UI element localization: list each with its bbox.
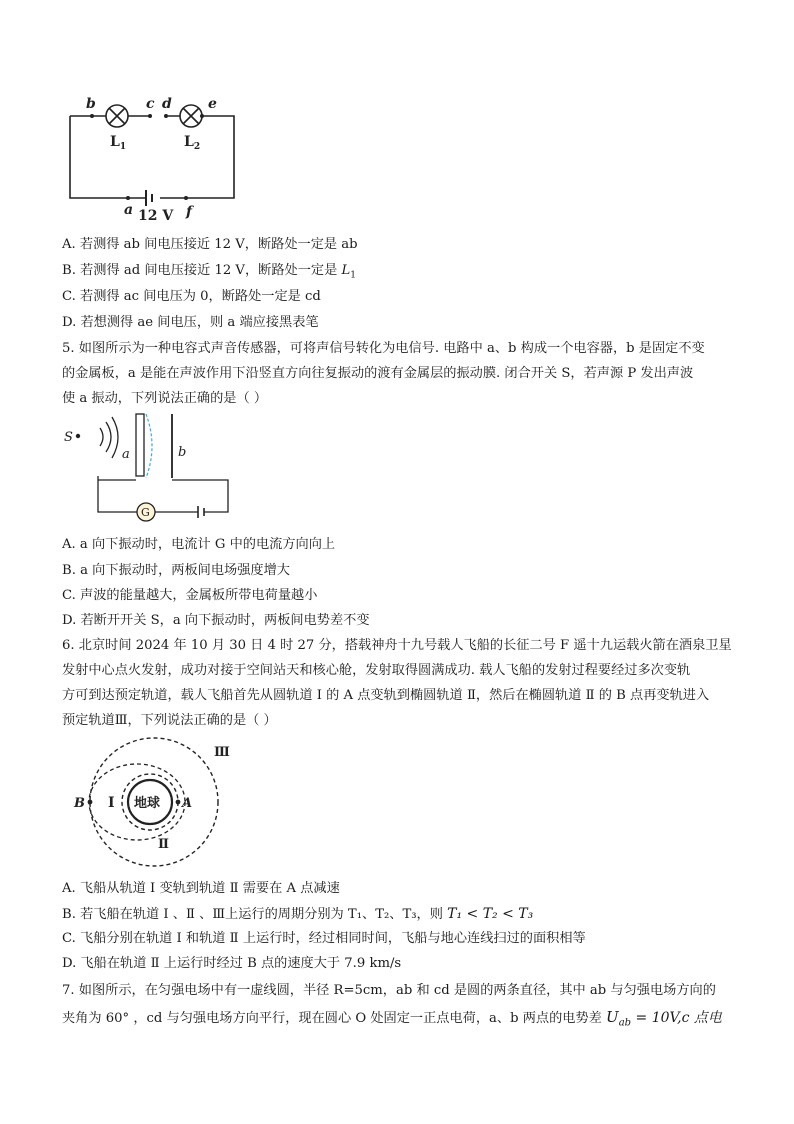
orbit-2-label: Ⅱ	[158, 837, 169, 852]
point-a-label: A	[182, 796, 193, 811]
q5-stem-line-2: 的金属板，a 是能在声波作用下沿竖直方向往复振动的渡有金属层的振动膜. 闭合开关 S，若声源 P 发出声波	[62, 366, 694, 381]
plate-a-label: a	[122, 447, 130, 462]
q4-option-b: B. 若测得 ad 间电压接近 12 V，断路处一定是 $L_1$	[62, 263, 356, 281]
q4-option-c: C. 若测得 ac 间电压为 0，断路处一定是 cd	[62, 289, 321, 304]
orbit-1-label: Ⅰ	[108, 795, 115, 811]
q6-option-a: A. 飞船从轨道 Ⅰ 变轨到轨道 Ⅱ 需要在 A 点减速	[62, 881, 340, 896]
q5-option-a: A. a 向下振动时，电流计 G 中的电流方向向上	[62, 537, 336, 552]
q7-stem-line-2: 夹角为 60° ，cd 与匀强电场方向平行，现在圆心 O 处固定一正点电荷，a、b 两点的电势差 $U_{ab} = 10V,c$ 点电	[62, 1008, 722, 1029]
lamp2-label: L	[184, 134, 194, 150]
svg-text:L2	[184, 134, 200, 152]
q6-stem-line-2: 发射中心点火发射，成功对接于空间站天和核心舱，发射取得圆满成功. 载人飞船的发射过程要经过多次变轨	[62, 663, 691, 678]
q6-option-d: D. 飞船在轨道 Ⅱ 上运行时经过 B 点的速度大于 7.9 km/s	[62, 956, 402, 971]
q5-stem-line-3: 使 a 振动，下列说法正确的是（ ）	[62, 391, 268, 406]
plate-b-label: b	[178, 445, 187, 460]
sound-source-icon	[76, 434, 80, 438]
orbit-3-label: Ⅲ	[214, 745, 230, 760]
q5-option-b: B. a 向下振动时，两板间电场强度增大	[62, 563, 290, 578]
q6-option-b: B. 若飞船在轨道 Ⅰ 、Ⅱ 、Ⅲ上运行的周期分别为 T₁、T₂、T₃，则 T₁ < T₂ < T₃	[62, 906, 534, 922]
circuit-wire	[98, 476, 228, 512]
q5-stem-line-1: 5. 如图所示为一种电容式声音传感器，可将声信号转化为电信号. 电路中 a、b 构成一个电容器，b 是固定不变	[62, 341, 705, 356]
battery-label: 12 V	[138, 208, 174, 224]
label-c: c	[146, 96, 155, 112]
meter-label: G	[141, 506, 150, 519]
point-b-label: B	[74, 796, 85, 811]
q5-option-c: C. 声波的能量越大，金属板所带电荷量越小	[62, 588, 318, 603]
q6-stem-line-4: 预定轨道Ⅲ，下列说法正确的是（ ）	[62, 713, 277, 728]
capacitor-sensor-figure	[62, 408, 242, 530]
sound-wave-icon	[100, 417, 118, 458]
label-e: e	[208, 96, 217, 112]
orbit-figure	[62, 736, 252, 872]
vibrating-plate-a	[136, 414, 144, 476]
q6-stem-line-1: 6. 北京时间 2024 年 10 月 30 日 4 时 27 分，搭载神舟十九号载人飞船的长征二号 F 遥十九运载火箭在酒泉卫星	[62, 638, 732, 653]
q4-option-a: A. 若测得 ab 间电压接近 12 V，断路处一定是 ab	[62, 237, 358, 252]
q5-option-d: D. 若断开开关 S，a 向下振动时，两板间电势差不变	[62, 613, 370, 628]
q7-stem-line-1: 7. 如图所示，在匀强电场中有一虚线圆，半径 R=5cm，ab 和 cd 是圆的两条直径，其中 ab 与匀强电场方向的	[62, 983, 716, 998]
q6-option-c: C. 飞船分别在轨道 Ⅰ 和轨道 Ⅱ 上运行时，经过相同时间，飞船与地心连线扫过的面积相等	[62, 931, 586, 946]
svg-text:L1	[110, 134, 126, 152]
label-d: d	[162, 96, 172, 112]
source-label: S	[64, 430, 73, 445]
earth-label: 地球	[134, 796, 161, 811]
lamp2-sub: 2	[193, 142, 201, 152]
battery-icon	[146, 190, 152, 206]
lamp1-label: L	[110, 134, 120, 150]
label-a: a	[124, 202, 134, 218]
label-f: f	[186, 204, 193, 220]
lamp1-sub: 1	[119, 142, 127, 152]
label-b: b	[86, 96, 96, 112]
circuit-figure-lamps	[62, 94, 242, 224]
q6-stem-line-3: 方可到达预定轨道，载人飞船首先从圆轨道 Ⅰ 的 A 点变轨到椭圆轨道 Ⅱ，然后在椭圆轨道 Ⅱ 的 B 点再变轨进入	[62, 688, 710, 703]
circuit-wire	[70, 116, 234, 198]
q4-option-d: D. 若想测得 ae 间电压，则 a 端应接黑表笔	[62, 315, 319, 330]
